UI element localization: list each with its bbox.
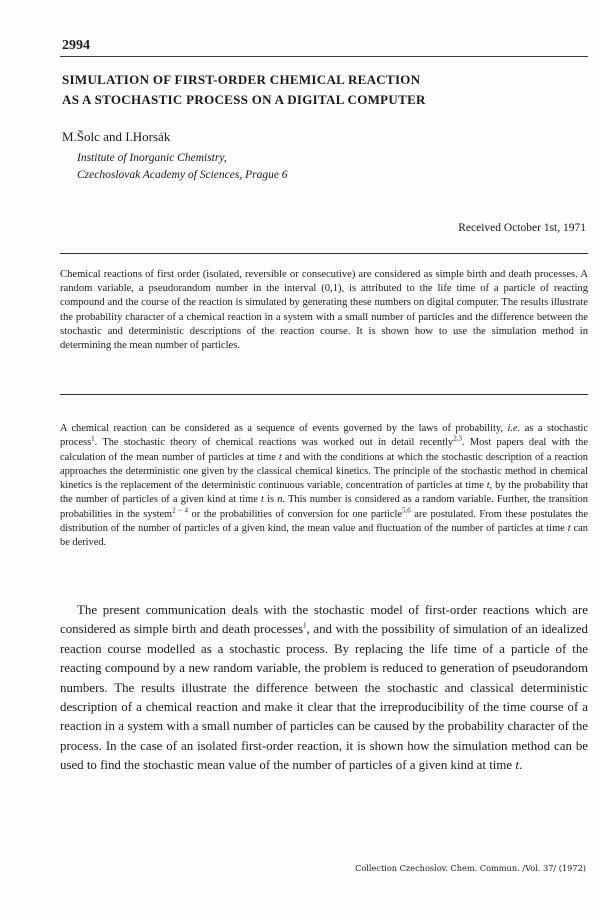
body-paragraph (60, 601, 588, 776)
body-text: , and with the possibility of simulation of an idealized reaction course modelled as a stochastic process. By replacing the life time of a particle of the reacting compound by a new random variable, the problem is reduced to generation of pseudorandom numbers. The results illustrate the difference between the stochastic and classical deterministic description of a chemical reaction and make it clear that the irreproducibility of the time course of a reaction in a system with a small number of particles can be caused by the probability character of the process. In the case of an isolated first-order reaction, it is shown how the simulation method can be used to find the stochastic mean value of the number of particles of a given kind at time (60, 622, 588, 773)
abstract-bottom-rule (60, 394, 588, 395)
page-number: 2994 (62, 38, 90, 53)
intro-text: can be derived. (60, 523, 588, 549)
intro-text: and with the conditions at which the stochastic description of a reaction approaches the deterministic one given by the classical chemical kinetics. The principle of the stochastic method in chemical kinetics is the replacement of the deterministic continuous variable, concentration of particles at time (60, 451, 588, 492)
received-date: Received October 1st, 1971 (458, 222, 586, 234)
intro-text: are postulated. From these postulates the distribution of the number of particles of a given kind, the mean value and fluctuation of the number of particles at time (60, 508, 588, 535)
intro-text: . The stochastic theory of chemical reactions was worked out in detail recently (94, 437, 454, 449)
variable-n: n (277, 494, 283, 506)
affiliation (77, 150, 288, 184)
reference-superscript: 2 – 4 (172, 506, 189, 515)
reference-superscript: 1 (91, 434, 95, 443)
journal-footer: Collection Czechoslov. Chem. Commun. /Vol. 37/ (1972) (355, 863, 586, 873)
affiliation-line-1: Institute of Inorganic Chemistry, (77, 152, 227, 164)
intro-text: A chemical reaction can be considered as a sequence of events governed by the laws of probability, (60, 423, 503, 434)
intro-text: . Most papers deal with the calculation of the mean number of particles at time (60, 437, 588, 463)
body-text: The present communication deals with the stochastic model of first-order reactions which are considered as simple birth and death processes (60, 603, 588, 637)
reference-superscript: 5,6 (402, 506, 411, 515)
abstract: Chemical reactions of first order (isolated, reversible or consecutive) are considered as simple birth and death processes. A random variable, a pseudorandom number in the interval (0,1), is attributed to the life time of a particle of reacting compound and the course of the reaction is simulated by generating these numbers on digital computer. The results illustrate the probability character of a chemical reaction in a system with a small number of particles and the difference between the stochastic and deterministic descriptions of the reaction course. It is shown how to use the simulation method in determining the mean number of particles. (60, 269, 588, 352)
intro-text: . This number is considered as a random variable. Further, the transition probabilities in the system (60, 494, 588, 520)
reference-superscript: 1 (303, 622, 307, 631)
variable-t: t (486, 480, 490, 492)
variable-t: t (278, 451, 282, 463)
body-text: . (518, 758, 523, 773)
authors: M.Šolc and I.Horsák (62, 129, 171, 144)
intro-text: or the probabilities of conversion for one particle (191, 508, 402, 520)
header-rule (60, 56, 588, 57)
reference-superscript: 2,3 (453, 434, 462, 443)
affiliation-line-2: Czechoslovak Academy of Sciences, Prague 6 (77, 169, 288, 181)
intro-text: , by the probability that the number of particles of a given kind at time (60, 480, 588, 506)
abstract-top-rule (60, 253, 588, 254)
intro-paragraph (60, 422, 588, 551)
variable-t: t (567, 523, 571, 535)
variable-t: t (515, 758, 519, 773)
intro-text: as a stochastic process (60, 423, 588, 449)
article-title (62, 70, 582, 110)
variable-t: t (261, 494, 264, 506)
title-line-1: SIMULATION OF FIRST-ORDER CHEMICAL REACTION (62, 72, 421, 87)
intro-italic: i.e. (507, 423, 521, 434)
intro-text: is (267, 494, 275, 506)
title-line-2: AS A STOCHASTIC PROCESS ON A DIGITAL COMPUTER (62, 92, 426, 107)
